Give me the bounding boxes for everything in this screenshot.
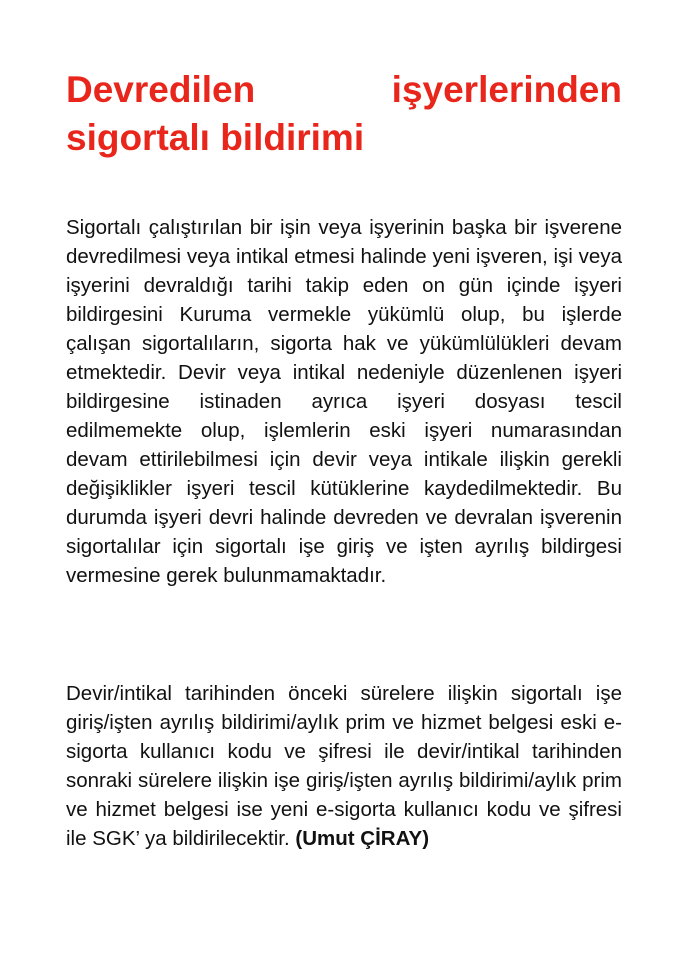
article-paragraph-1: Sigortalı çalıştırılan bir işin veya işyerinin başka bir işverene devredilmesi veya intikal etmesi halinde yeni işveren, işi veya işyerini devraldığı tarihi takip eden on gün içinde işyeri bildirgesini Kuruma vermekle yükümlü olup, bu işlerde çalışan sigortalıların, sigorta hak ve yükümlülükleri devam etmektedir. Devir veya intikal nedeniyle düzenlenen işyeri bildirgesine istinaden ayrıca işyeri dosyası tescil edilmemekte olup, işlemlerin eski işyeri numarasından devam ettirilebilmesi için devir veya intikale ilişkin gerekli değişiklikler işyeri tescil kütüklerine kaydedilmektedir. Bu durumda işyeri devri halinde devreden ve devralan işverenin sigortalılar için sigortalı işe giriş ve işten ayrılış bildirgesi vermesine gerek bulunmamaktadır. [66, 216, 622, 587]
article-paragraph-2 [66, 679, 622, 853]
article-title: Devredilen işyerlerinden sigortalı bildirimi [66, 69, 622, 158]
article-paragraph-2-text: Devir/intikal tarihinden önceki sürelere ilişkin sigortalı işe giriş/işten ayrılış bildirimi/aylık prim ve hizmet belgesi eski e-sigorta kullanıcı kodu ve şifresi ile devir/intikal tarihinden sonraki sürelere ilişkin işe giriş/işten ayrılış bildirimi/aylık prim ve hizmet belgesi ise yeni e-sigorta kullanıcı kodu ve şifresi ile SGK’ ya bildirilecektir. [66, 682, 622, 850]
article-author: (Umut ÇİRAY) [295, 827, 430, 850]
